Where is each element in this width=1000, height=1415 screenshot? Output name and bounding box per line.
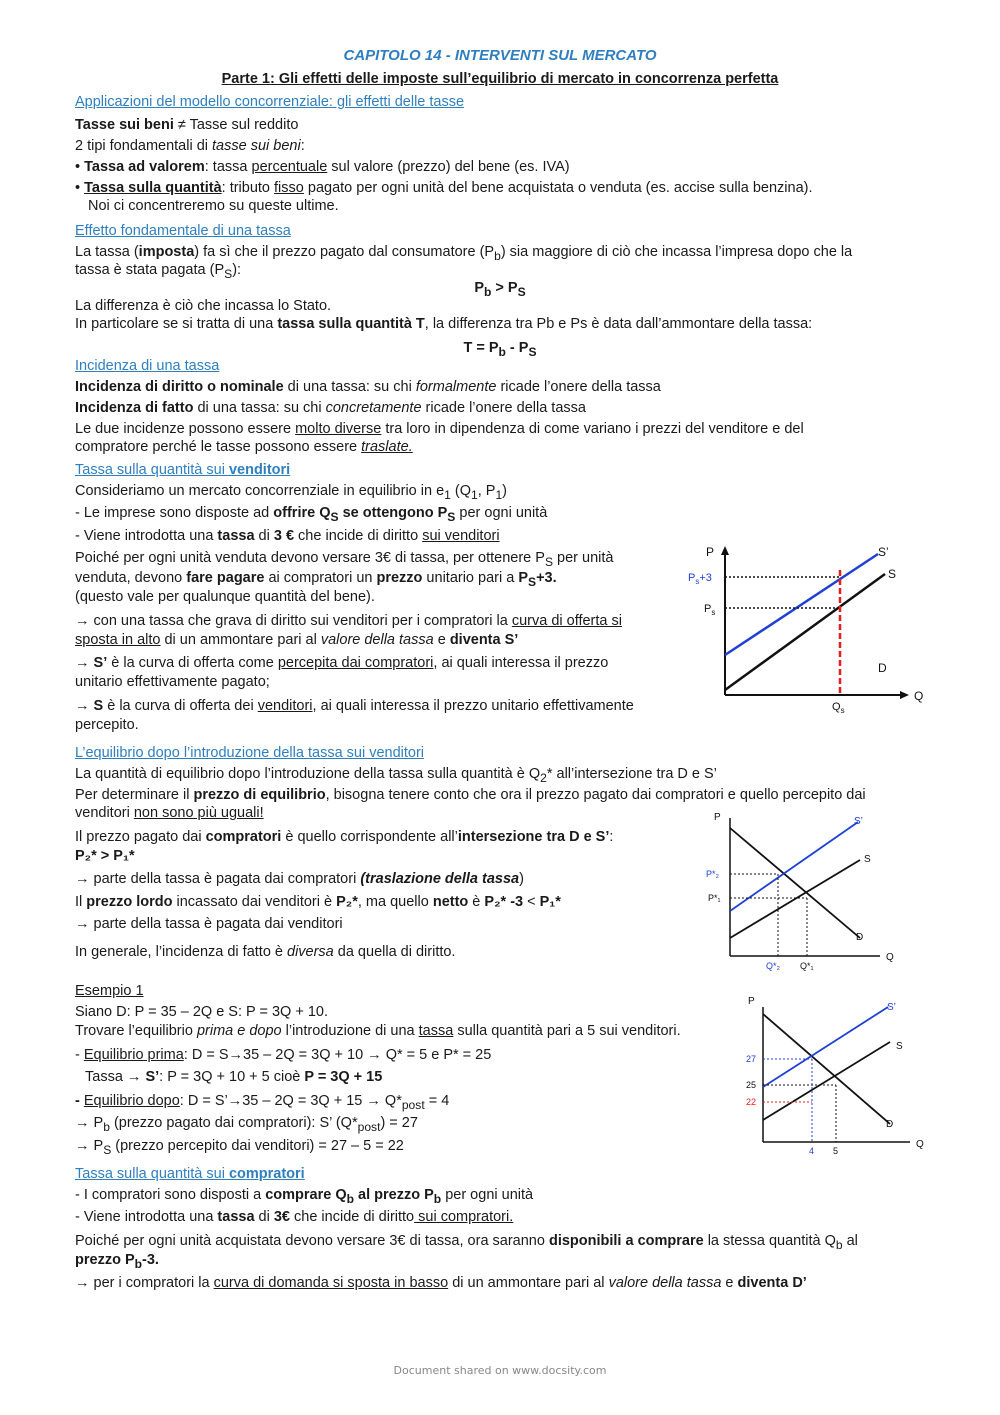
section-heading-venditori: Tassa sulla quantità sui venditori (75, 462, 291, 478)
text-line: → S è la curva di offerta dei venditori, ai quali interessa il prezzo unitario effettivamente (75, 698, 634, 714)
text-line: - Equilibrio prima: D = S→35 – 2Q = 3Q + 10 → Q* = 5 e P* = 25 (75, 1047, 492, 1063)
tick-label-27: 27 (746, 1054, 757, 1064)
text-line: prezzo $P_b-3$. (75, 1252, 159, 1271)
demand-curve (730, 828, 860, 938)
section-heading-equilibrio: L’equilibrio dopo l’introduzione della tassa sui venditori (75, 745, 425, 761)
text-line: - Viene introdotta una tassa di 3 € che incide di diritto sui venditori (75, 528, 500, 544)
supply-curve (730, 860, 860, 938)
footer: Document shared on www.docsity.com (393, 1364, 607, 1377)
example-heading: Esempio 1 (75, 983, 144, 999)
text-line: - Equilibrio dopo: D = S’→35 – $2Q = 3Q + 15 \to Q*_{post} = 4$ (75, 1093, 450, 1112)
text-line: Il prezzo lordo incassato dai venditori è P₂*, ma quello netto è P₂* -3 < P₁* (75, 894, 561, 910)
supply-curve-shifted (725, 554, 878, 655)
text-line: Trovare l’equilibrio prima e dopo l’introduzione di una tassa sulla quantità pari a 5 sui venditori. (75, 1023, 681, 1039)
tick-label-25: 25 (746, 1080, 757, 1090)
curve-label-s: S (864, 854, 871, 865)
text-line: Poiché per ogni unità acquistata devono versare 3€ di tassa, ora saranno disponibili a comprare la stessa quantità $Q_b$ al (75, 1233, 858, 1252)
text-line: 2 tipi fondamentali di tasse sui beni: (75, 138, 305, 154)
axis-label-p: P (706, 545, 715, 559)
text-line: → parte della tassa è pagata dai venditori (75, 916, 343, 932)
axis-label-q: Q (916, 1139, 924, 1150)
equation: $T = P_b - P_S$ (463, 340, 537, 359)
text-line: La tassa (imposta) fa sì che il prezzo pagato dal consumatore $(P_b)$ sia maggiore di ciò che incassa l’impresa dopo che la (75, 244, 853, 263)
text-line: La quantità di equilibrio dopo l’introduzione della tassa sulla quantità è $Q_2*$ all’intersezione tra D e S’ (75, 766, 717, 785)
text-line: tassa è stata pagata $(P_S)$: (75, 262, 242, 281)
text-line: In generale, l’incidenza di fatto è diversa da quella di diritto. (75, 944, 456, 960)
tick-label-p2: P*₂ (706, 869, 719, 879)
text-line: - I compratori sono disposti a comprare $Q_b$ al prezzo $P_b$ per ogni unità (75, 1187, 534, 1206)
text-line: venditori non sono più uguali! (75, 805, 264, 821)
text-line: unitario effettivamente pagato; (75, 674, 270, 690)
text-line: sposta in alto di un ammontare pari al valore della tassa e diventa S’ (75, 632, 519, 648)
supply-curve (725, 574, 885, 690)
example-diagram (730, 992, 930, 1162)
text-line: → S’ è la curva di offerta come percepita dai compratori, ai quali interessa il prezzo (75, 655, 609, 671)
tick-label-q1: Q*₁ (800, 961, 814, 971)
text-line: Consideriamo un mercato concorrenziale in equilibrio in $e_1$ ($Q_1$, $P_1$) (75, 483, 508, 502)
text-line: Tassa → S’: P = 3Q + 10 + 5 cioè P = 3Q + 15 (85, 1069, 383, 1085)
text-line: Incidenza di diritto o nominale di una tassa: su chi formalmente ricade l’onere della tassa (75, 379, 661, 395)
text-line: compratore perché le tasse possono essere traslate. (75, 439, 413, 455)
curve-label-d: D (886, 1119, 894, 1130)
text-line: → per i compratori la curva di domanda si sposta in basso di un ammontare pari al valore della tassa e diventa D’ (75, 1275, 807, 1291)
text-line: P₂* > P₁* (75, 848, 135, 864)
section-heading-applicazioni: Applicazioni del modello concorrenziale: gli effetti delle tasse (75, 94, 465, 110)
curve-label-s: S (896, 1041, 903, 1052)
text-line: venduta, devono fare pagare ai compratori un prezzo unitario pari a $P_S+3$. (75, 570, 557, 589)
axis-label-q: Q (914, 689, 924, 703)
text-line: Poiché per ogni unità venduta devono versare 3€ di tassa, per ottenere $P_S$ per unità (75, 550, 614, 569)
tick-label-q2: Q*₂ (766, 961, 780, 971)
text-line: percepito. (75, 717, 139, 733)
curve-label-d: D (878, 661, 887, 675)
x-axis-arrow (900, 691, 909, 699)
axis-label-p: P (714, 812, 721, 823)
text-line: → $P_b$ (prezzo pagato dai compratori): S’ $(Q*_{post}) = 27$ (75, 1115, 418, 1134)
section-heading-effetto: Effetto fondamentale di una tassa (75, 223, 291, 239)
text-line: Incidenza di fatto di una tassa: su chi concretamente ricade l’onere della tassa (75, 400, 586, 416)
bullet-item: • Tassa sulla quantità: tributo fisso pagato per ogni unità del bene acquistata o venduta (es. accise sulla benzina). (75, 180, 813, 196)
tick-label-p1: P*₁ (708, 893, 721, 903)
section-heading-compratori: Tassa sulla quantità sui compratori (75, 1166, 305, 1182)
curve-label-s-prime: S’ (854, 816, 863, 827)
equilibrium-diagram (700, 808, 910, 978)
text-line: Per determinare il prezzo di equilibrio, bisogna tenere conto che ora il prezzo pagato dai compratori e quello percepito dai (75, 787, 866, 803)
text-line: In particolare se si tratta di una tassa sulla quantità T, la differenza tra Pb e Ps è data dall’ammontare della tassa: (75, 316, 813, 332)
text-line: → $P_S$ (prezzo percepito dai venditori) = 27 – 5 = 22 (75, 1138, 404, 1157)
text-line: Tasse sui beni ≠ Tasse sul reddito (75, 117, 299, 133)
curve-label-s-prime: S’ (887, 1002, 896, 1013)
text-line: Il prezzo pagato dai compratori è quello corrispondente all’intersezione tra D e S’: (75, 829, 614, 845)
tick-label-5: 5 (833, 1146, 839, 1156)
curve-label-d: D (856, 932, 864, 943)
tick-label-22: 22 (746, 1097, 757, 1107)
text-line: → con una tassa che grava di diritto sui venditori per i compratori la curva di offerta si (75, 613, 622, 629)
supply-curve-shifted (763, 1007, 888, 1087)
equation: $P_b > P_S$ (474, 280, 526, 299)
text-line: La differenza è ciò che incassa lo Stato. (75, 298, 332, 314)
bullet-item: • Tassa ad valorem: tassa percentuale sul valore (prezzo) del bene (es. IVA) (75, 159, 570, 175)
y-axis-arrow (721, 546, 729, 555)
text-line: Siano D: P = 35 – 2Q e S: P = 3Q + 10. (75, 1004, 328, 1020)
tick-label-ps3: $P_s+3$ (688, 572, 712, 586)
tick-label-ps: $P_s$ (704, 603, 716, 617)
text-line: (questo vale per qualunque quantità del bene). (75, 589, 375, 605)
tick-label-4: 4 (809, 1146, 815, 1156)
tick-label-qs: $Q_s$ (832, 701, 845, 715)
section-heading-incidenza: Incidenza di una tassa (75, 358, 220, 374)
curve-label-s: S (888, 567, 897, 581)
text-line: → parte della tassa è pagata dai compratori (traslazione della tassa) (75, 871, 524, 887)
axis-label-q: Q (886, 952, 894, 963)
part-title: Parte 1: Gli effetti delle imposte sull’equilibrio di mercato in concorrenza perfetta (221, 71, 779, 87)
supply-shift-diagram (680, 540, 930, 720)
text-line: Le due incidenze possono essere molto diverse tra loro in dipendenza di come variano i prezzi del venditore e del (75, 421, 804, 437)
axis-label-p: P (748, 996, 755, 1007)
text-line: Noi ci concentreremo su queste ultime. (88, 198, 339, 214)
text-line: - Le imprese sono disposte ad offrire $Q_S$ se ottengono $P_S$ per ogni unità (75, 505, 548, 524)
curve-label-s-prime: S’ (878, 545, 889, 559)
chapter-title: CAPITOLO 14 - INTERVENTI SUL MERCATO (343, 47, 657, 64)
text-line: - Viene introdotta una tassa di 3€ che incide di diritto sui compratori. (75, 1209, 514, 1225)
